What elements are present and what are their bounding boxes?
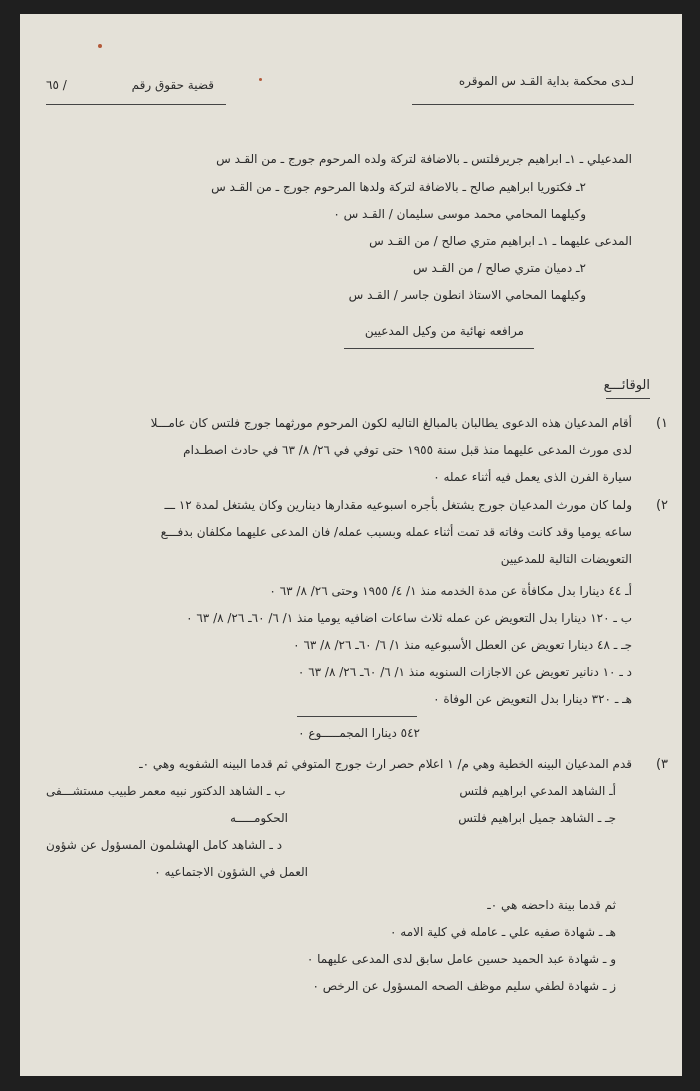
document-title: مرافعه نهائية من وكيل المدعيين	[364, 324, 524, 338]
witness-z: ز ـ شهادة لطفي سليم موظف الصحه المسؤول عن الرخص ٠	[312, 979, 616, 993]
compensation-item: جـ ـ ٤٨ دينارا تعويض عن العطل الأسبوعيه منذ ١/ ٦/ ٦٠ـ ٢٦/ ٨/ ٦٣ ٠	[293, 638, 632, 652]
witness-d-line-1: د ـ الشاهد كامل الهشلمون المسؤول عن شؤون	[46, 838, 283, 852]
paragraph-2-line-3: التعويضات التالية للمدعيين	[500, 552, 632, 566]
witness-a: أـ الشاهد المدعي ابراهيم فلتس	[459, 784, 616, 798]
plaintiffs-counsel: وكيلهما المحامي محمد موسى سليمان / القـد س ٠	[333, 207, 586, 221]
facts-heading-underline	[606, 398, 650, 399]
ink-spot	[259, 78, 262, 81]
paragraph-number: ٣)	[655, 757, 668, 772]
plaintiffs-line-1: المدعيلي ـ ١ـ ابراهيم جريرفلتس ـ بالاضافة لتركة ولده المرحوم جورج ـ من القـد س	[216, 152, 632, 166]
compensation-item: د ـ ١٠ دنانير تعويض عن الاجازات السنويه منذ ١/ ٦/ ٦٠ـ ٢٦/ ٨/ ٦٣ ٠	[297, 665, 632, 679]
compensation-item: ب ـ ١٢٠ دينارا بدل التعويض عن عمله ثلاث ساعات اضافيه يوميا منذ ١/ ٦/ ٦٠ـ ٢٦/ ٨/ ٦٣ ٠	[186, 611, 632, 625]
defendants-line-2: ٢ـ دميان متري صالح / من القـد س	[413, 261, 586, 275]
court-name: لـدى محكمة بداية القـد س الموقره	[458, 74, 634, 88]
witness-c: جـ ـ الشاهد جميل ابراهيم فلتس	[458, 811, 616, 825]
defendants-counsel: وكيلهما المحامي الاستاذ انطون جاسر / القـد س	[348, 288, 586, 302]
case-number: ٦٥ /	[46, 78, 67, 92]
witness-b: ب ـ الشاهد الدكتور نبيه معمر طبيب مستشـــفى	[46, 784, 286, 798]
paragraph-1-line-3: سيارة الفرن الذى يعمل فيه أثناء عمله ٠	[433, 470, 632, 484]
document-page	[20, 14, 682, 1076]
paragraph-1-line-1: أقام المدعيان هذه الدعوى يطالبان بالمبالغ التاليه لكون المرحوم مورثهما جورج فلتس كان عامـــلا	[150, 416, 632, 430]
ink-spot	[98, 44, 102, 48]
witness-h: هـ ـ شهادة صفيه علي ـ عامله في كلية الامه ٠	[390, 925, 616, 939]
witness-d-line-2: العمل في الشؤون الاجتماعيه ٠	[154, 865, 308, 879]
rebuttal-intro: ثم قدما بينة داحضه هي ٠ـ	[487, 898, 616, 912]
title-underline	[344, 348, 534, 349]
compensation-total: ٥٤٢ دينارا المجمـــــوع ٠	[298, 726, 420, 740]
paragraph-number: ٢)	[655, 498, 668, 513]
case-label: قضية حقوق رقم	[131, 78, 214, 92]
paragraph-2-line-2: ساعه يوميا وقد كانت وفاته قد تمت أثناء عمله وبسبب عمله/ فان المدعى عليهما مكلفان بدفـــع	[160, 525, 632, 539]
facts-heading: الوقائـــع	[603, 378, 650, 393]
paragraph-1-line-2: لدى مورث المدعى عليهما منذ قبل سنة ١٩٥٥ حتى توفي في ٢٦/ ٨/ ٦٣ في حادث اصطـدام	[183, 443, 632, 457]
witness-w: و ـ شهادة عبد الحميد حسين عامل سابق لدى المدعى عليهما ٠	[306, 952, 616, 966]
paragraph-number: ١)	[655, 416, 668, 431]
paragraph-3-line-1: قدم المدعيان البينه الخطية وهي م/ ١ اعلام حصر ارث جورج المتوفي ثم قدما البينه الشفويه وهي ٠ـ	[139, 757, 632, 771]
total-rule	[297, 716, 417, 717]
plaintiffs-line-2: ٢ـ فكتوريا ابراهيم صالح ـ بالاضافة لتركة ولدها المرحوم جورج ـ من القـد س	[211, 180, 586, 194]
case-underline	[46, 104, 226, 105]
court-underline	[412, 104, 634, 105]
paragraph-2-line-1: ولما كان مورث المدعيان جورج يشتغل بأجره اسبوعيه مقدارها دينارين وكان يشتغل لمدة ١٢ ـــ	[164, 498, 632, 512]
defendants-line-1: المدعى عليهما ـ ١ـ ابراهيم متري صالح / من القـد س	[369, 234, 632, 248]
witness-b-continued: الحكومـــــه	[229, 811, 288, 825]
compensation-item: أـ ٤٤ دينارا بدل مكافأة عن مدة الخدمه منذ ١/ ٤/ ١٩٥٥ وحتى ٢٦/ ٨/ ٦٣ ٠	[269, 584, 632, 598]
compensation-item: هـ ـ ٣٢٠ دينارا بدل التعويض عن الوفاة ٠	[433, 692, 632, 706]
